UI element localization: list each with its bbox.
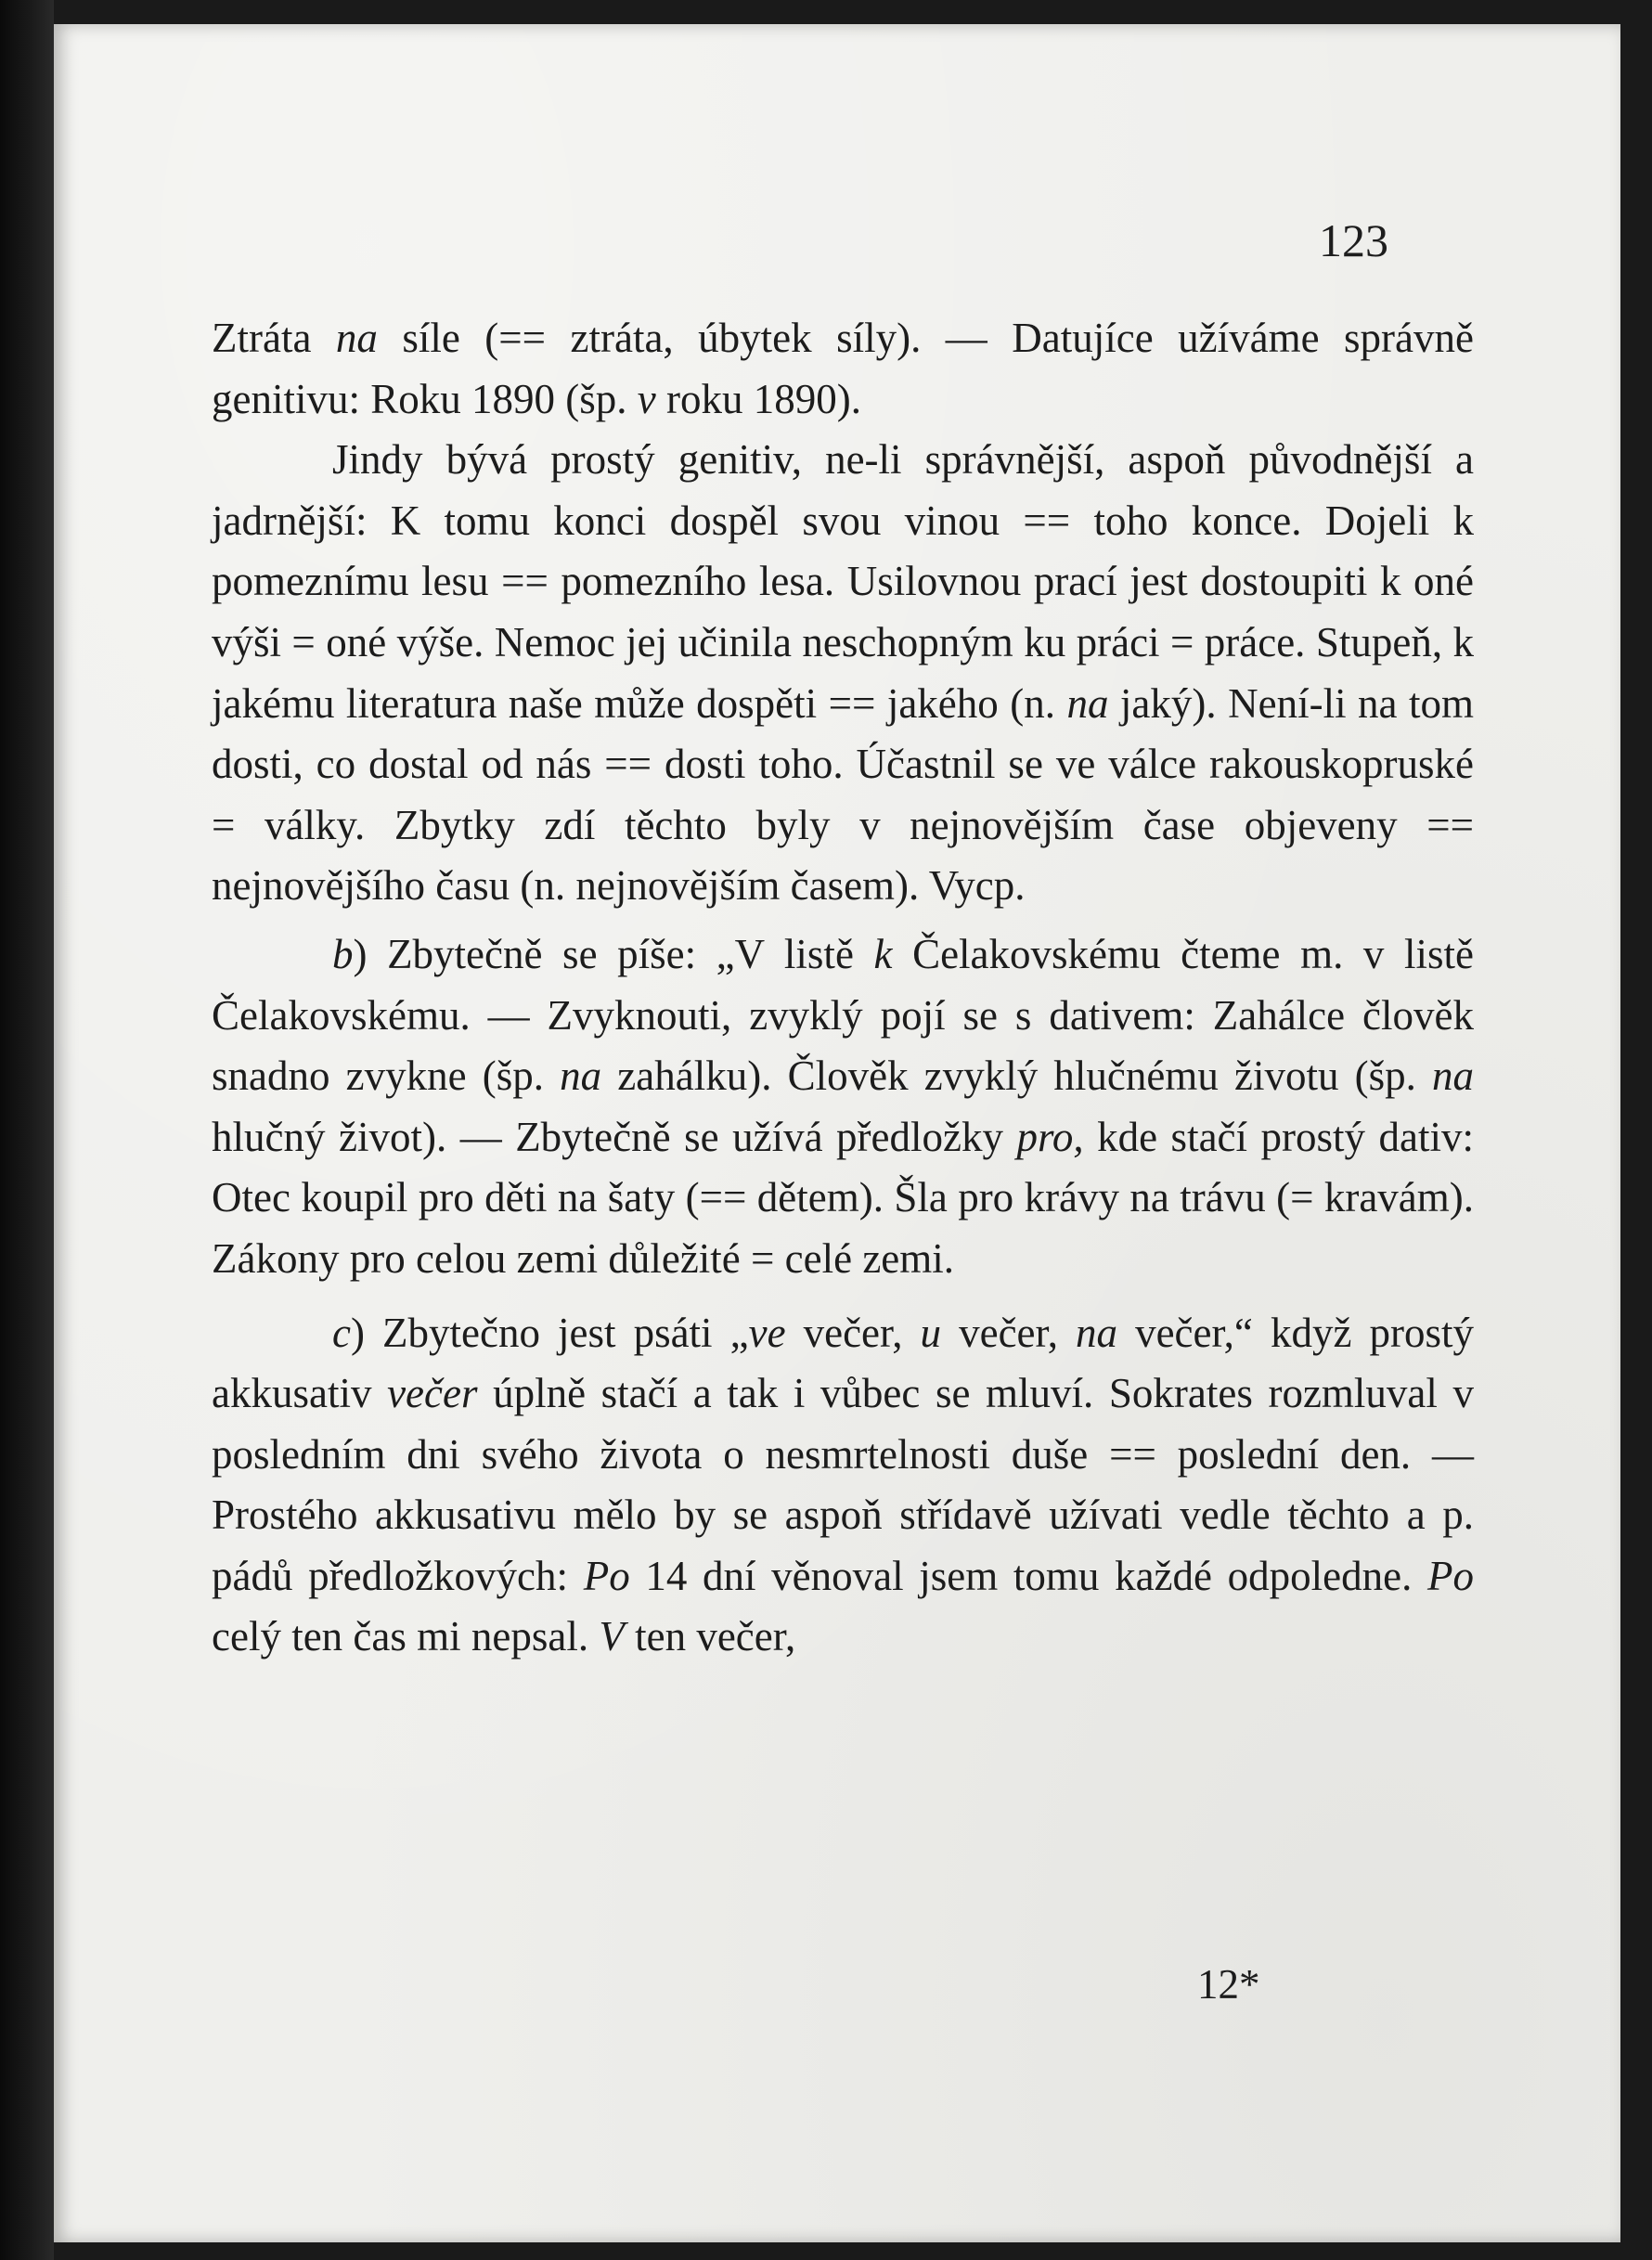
- text-segment: ) Zbytečno jest psáti „: [350, 1309, 749, 1356]
- text-segment: Ztráta: [212, 315, 336, 361]
- book-binding-edge: [0, 0, 54, 2260]
- text-segment: kde stačí prostý dativ: Otec koupil pro děti na šaty (== dětem). Šla pro krávy na trávu (= kravám). Zákony pro celou zemi důležité = celé zemi.: [212, 1113, 1475, 1282]
- signature-mark: 12*: [1197, 1961, 1260, 2008]
- italic-segment: na: [560, 1053, 602, 1100]
- text-segment: jaký). Není-li na tom dosti, co dostal od nás == dosti toho. Účastnil se ve válce rakouskopruské = války. Zbytky zdí těchto byly v nejnovějším čase objeveny == nejnovějšího času (n. nejnovějším časem). Vycp.: [212, 679, 1474, 910]
- text-segment: večer,: [785, 1309, 921, 1356]
- text-segment: 14 dní věnoval jsem tomu každé odpoledne.: [629, 1552, 1427, 1599]
- italic-segment: b: [332, 930, 354, 977]
- italic-segment: u: [920, 1309, 942, 1356]
- italic-segment: Po: [1427, 1552, 1474, 1599]
- book-page: [54, 24, 1620, 2242]
- text-segment: zahálku). Člověk zvyklý hlučnému životu (šp.: [601, 1053, 1432, 1100]
- italic-segment: večer: [387, 1370, 478, 1417]
- text-segment: síle (== ztráta, úbytek síly). — Datujíce užíváme správně genitivu: Roku 1890 (šp.: [212, 315, 1474, 422]
- italic-segment: pro,: [1016, 1113, 1084, 1160]
- paragraph-b: [212, 924, 1474, 1290]
- text-segment: hlučný život). — Zbytečně se užívá předložky: [212, 1113, 1017, 1160]
- text-segment: Čelakovskému čteme m. v listě Čelakovskému. — Zvyknouti, zvyklý pojí se s dativem: Zahálce člověk snadno zvykne (šp.: [212, 930, 1474, 1100]
- text-segment: ) Zbytečně se píše: „V listě: [353, 930, 874, 977]
- paragraph-c: [212, 1303, 1474, 1669]
- text-segment: večer,: [941, 1309, 1077, 1356]
- text-segment: úplně stačí a tak i vůbec se mluví. Sokrates rozmluval v posledním dni svého života o nesmrtelnosti duše == poslední den. — Prostého akkusativu mělo by se aspoň střídavě užívati vedle těchto a p. pádů předložkových:: [212, 1370, 1474, 1599]
- text-segment: večer,“ když prostý akkusativ: [212, 1309, 1474, 1417]
- italic-segment: na: [1432, 1053, 1474, 1100]
- text-segment: ten večer,: [624, 1613, 796, 1660]
- italic-segment: ve: [748, 1309, 786, 1356]
- italic-segment: na: [335, 315, 378, 361]
- paragraph-a-continued: [212, 308, 1474, 430]
- italic-segment: c: [332, 1309, 351, 1356]
- text-segment: Jindy bývá prostý genitiv, ne-li správnější, aspoň původnější a jadrnější: K tomu konci dospěl svou vinou == toho konce. Dojeli k pomeznímu lesu == pomezního lesa. Usilovnou prací jest dostoupiti k oné výši = oné výše. Nemoc jej učinila neschopným ku práci = práce. Stupeň, k jakému literatura naše může dospěti == jakého (n.: [212, 436, 1474, 727]
- page-number: 123: [1319, 214, 1388, 266]
- text-segment: roku 1890).: [655, 375, 861, 422]
- italic-segment: na: [1076, 1309, 1118, 1356]
- italic-segment: Po: [583, 1552, 630, 1599]
- italic-segment: na: [1066, 679, 1109, 727]
- text-segment: celý ten čas mi nepsal.: [212, 1613, 600, 1660]
- italic-segment: k: [873, 930, 893, 977]
- paragraph-a-jindy: [212, 430, 1474, 917]
- italic-segment: V: [599, 1613, 625, 1660]
- body-text: [212, 308, 1474, 1668]
- italic-segment: v: [637, 375, 656, 422]
